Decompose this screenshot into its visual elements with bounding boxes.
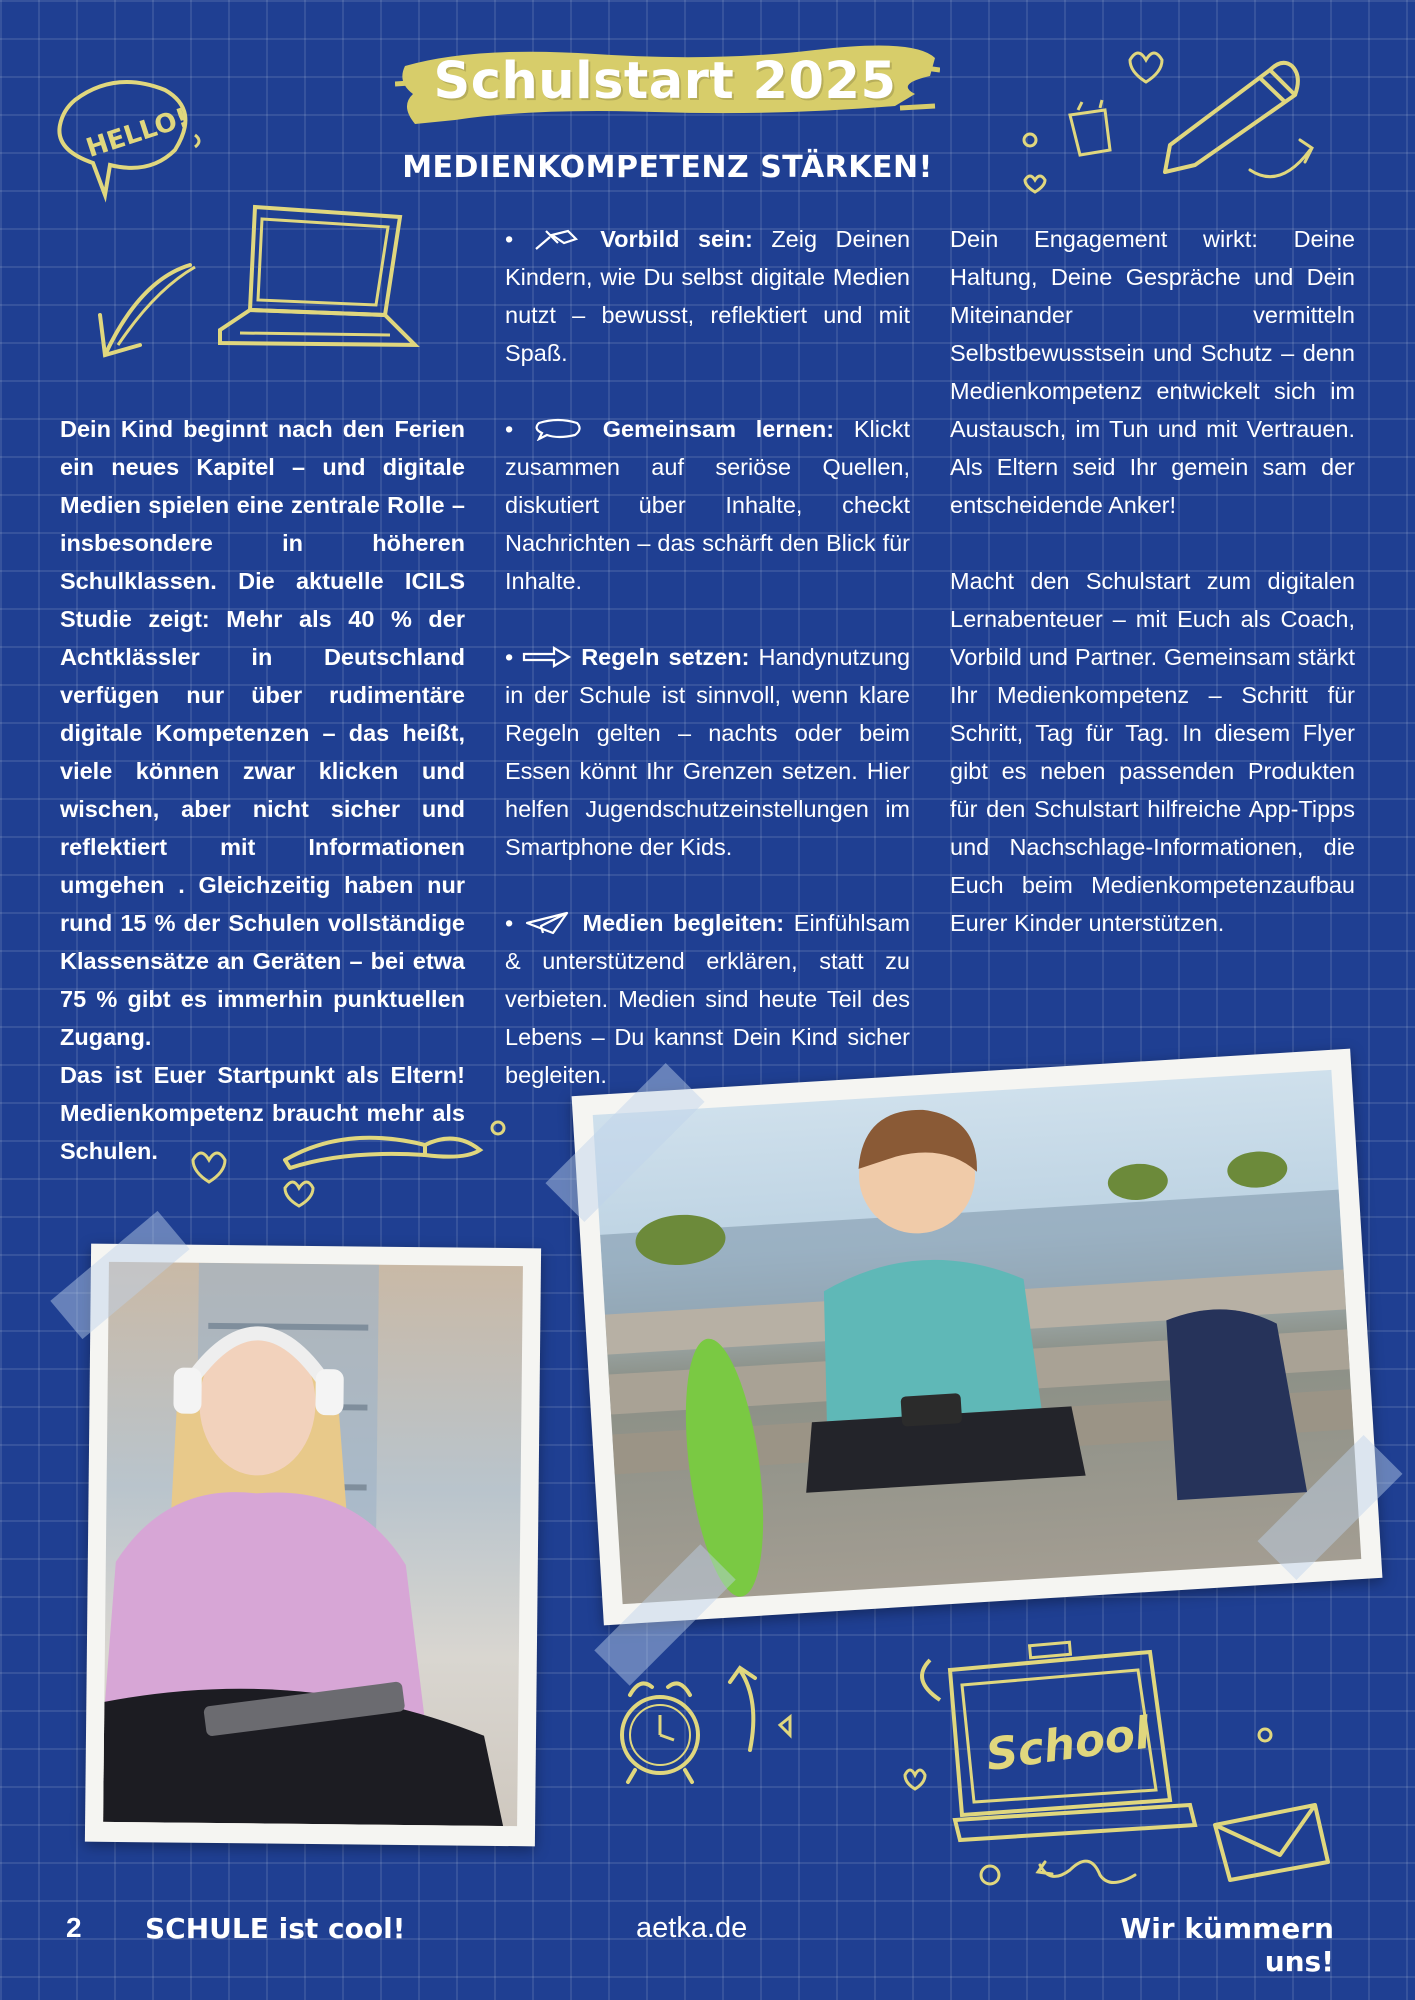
hello-speech-bubble-icon — [55, 75, 205, 205]
tip-heading: Vorbild sein: — [600, 226, 753, 252]
tip-heading: Regeln setzen: — [581, 644, 750, 670]
pushpin-icon — [532, 227, 582, 251]
tip-text: Klickt zusammen auf seriöse Quellen, diskutiert über Inhalte, checkt Nachrichten – das schärft den Blick für Inhalte. — [505, 416, 911, 594]
tip-text: Zeig Deinen Kindern, wie Du selbst digitale Medien nutzt – bewusst, reflektiert und mit Spaß. — [505, 226, 911, 366]
tip-text: Einfühlsam & unterstützend erklären, statt zu verbieten. Medien sind heute Teil des Lebens – Du kannst Dein Kind sicher begleiten. — [505, 910, 911, 1088]
title-banner — [395, 36, 940, 136]
paintbrush-icon — [185, 1120, 515, 1230]
page-title: Schulstart 2025 — [433, 52, 897, 111]
tip-item: • Medien begleiten: Einfühlsam & unterstützend erklären, statt zu verbieten. Medien sind heute Teil des Lebens – Du kannst Dein Kind sicher begleiten. — [505, 910, 911, 1088]
speech-bubble-icon — [533, 417, 583, 441]
tip-text: Handynutzung in der Schule ist sinnvoll, wenn klare Regeln gelten – nachts oder beim Essen könnt Ihr Grenzen setzen. Hier helfen Jugendschutzeinstellungen im Smartphone der Kids. — [505, 644, 911, 860]
footer-website-link[interactable]: aetka.de — [636, 1912, 748, 1944]
boy-illustration — [593, 1070, 1362, 1604]
school-text: School — [982, 1707, 1154, 1782]
footer-tagline-right: Wir kümmern uns! — [1120, 1912, 1334, 1978]
closing-column — [950, 220, 1355, 980]
footer-tagline-left: SCHULE ist cool! — [145, 1912, 406, 1945]
tips-column — [505, 220, 910, 1132]
hello-text: HELLO! — [82, 102, 193, 164]
pencil-icon — [1010, 40, 1340, 200]
tip-item: • Vorbild sein: Zeig Deinen Kindern, wie Du selbst digitale Medien nutzt – bewusst, reflektiert und mit Spaß. — [505, 226, 911, 366]
intro-column — [60, 410, 465, 1170]
tip-item: • Gemeinsam lernen: Klickt zusammen auf seriöse Quellen, diskutiert über Inhalte, checkt Nachrichten – das schärft den Blick für Inhalte. — [505, 416, 911, 594]
laptop-icon — [90, 195, 420, 385]
intro-paragraph: Das ist Euer Startpunkt als Eltern! Medienkompetenz braucht mehr als Schulen. — [60, 1062, 465, 1164]
page-subtitle: MEDIENKOMPETENZ STÄRKEN! — [402, 150, 933, 185]
photo-girl-with-tablet — [85, 1244, 541, 1847]
school-chalkboard-icon — [590, 1640, 1350, 1895]
page-number: 2 — [66, 1912, 82, 1943]
tip-heading: Medien begleiten: — [582, 910, 785, 936]
intro-paragraph: Dein Kind beginnt nach den Ferien ein neues Kapitel – und digitale Medien spielen eine zentrale Rolle – insbesondere in höheren Schulklassen. Die aktuelle ICILS Studie zeigt: Mehr als 40 % der Achtklässler in Deutschland verfügen nur über rudimentäre digitale Kompetenzen – das heißt, viele können zwar klicken und wischen, aber nicht sicher und reflektiert mit Informationen umgehen . Gleichzeitig haben nur rund 15 % der Schulen vollständige Klassensätze an Geräten – bei etwa 75 % gibt es immerhin punktuellen Zugang. — [60, 416, 465, 1050]
paper-plane-icon — [523, 911, 573, 935]
closing-paragraph: Dein Engagement wirkt: Deine Haltung, Deine Gespräche und Dein Miteinander vermitteln Selbstbewusstsein und Schutz – denn Medienkompetenz entwickelt sich im Austausch, im Tun und mit Vertrauen. Als Eltern seid Ihr gemein sam der entscheidende Anker! — [950, 226, 1355, 518]
girl-illustration — [103, 1262, 523, 1826]
arrow-icon — [522, 645, 572, 669]
tip-heading: Gemeinsam lernen: — [602, 416, 835, 442]
closing-paragraph: Macht den Schulstart zum digitalen Lernabenteuer – mit Euch als Coach, Vorbild und Partner. Gemeinsam stärkt Ihr Medienkompetenz – Schritt für Schritt, Tag für Tag. In diesem Flyer gibt es neben passenden Produkten für den Schulstart hilfreiche App-Tipps und Nachschlage-Informationen, die Euch beim Medienkompetenzaufbau Eurer Kinder unterstützen. — [950, 568, 1355, 936]
tip-item: • Regeln setzen: Handynutzung in der Schule ist sinnvoll, wenn klare Regeln gelten – nachts oder beim Essen könnt Ihr Grenzen setzen. Hier helfen Jugendschutzeinstellungen im Smartphone der Kids. — [505, 644, 911, 860]
